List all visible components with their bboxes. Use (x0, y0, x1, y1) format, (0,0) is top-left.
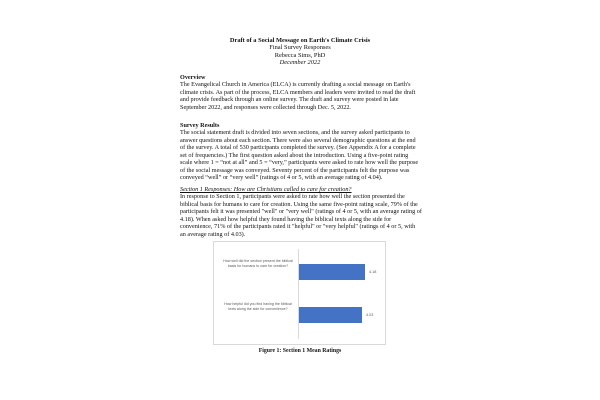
overview-body: The Evangelical Church in America (ELCA) is currently drafting a social message on Earth's climate crisis. As part of the process, ELCA members and leaders were invited to read the draft and provide feedback through an online survey. The draft and survey were posted in late September 2022, and responses were collected through Dec. 5, 2022. (180, 81, 416, 111)
survey-results-heading: Survey Results (180, 122, 220, 129)
overview-section (180, 74, 422, 111)
document-author: Rebecca Sims, PhD (274, 51, 326, 59)
chart-category-axis (298, 249, 299, 339)
document-date: December 2022 (279, 59, 321, 67)
document-header (150, 37, 450, 67)
survey-results-section (180, 122, 422, 182)
document-subtitle: Final Survey Responses (269, 44, 331, 52)
section1-body: In response to Section 1, participants were asked to rate how well the section presented the biblical basis for humans to care for creation. Using the same five-point rating scale, 79% of the participants felt it was presented "well" or "very well" (ratings of 4 or 5, with an average rating of 4.18). When asked how helpful they found having the biblical texts along the side for convenience, 71% of the participants rated it "helpful" or "very helpful" (ratings of 4 or 5, with an average rating of 4.03). (180, 193, 422, 238)
chart-category-label-2: How helpful did you find having the biblical texts along the side for convenience? (224, 302, 292, 311)
document-title: Draft of a Social Message on Earth's Climate Crisis (229, 37, 371, 44)
chart-value-label-2: 4.03 (366, 313, 374, 317)
chart-value-label-1: 4.18 (369, 270, 377, 274)
chart-category-label-1: How well did the section present the biblical basis for humans to care for creation? (223, 259, 293, 268)
figure-caption: Figure 1: Section 1 Mean Ratings (258, 348, 342, 354)
overview-heading: Overview (180, 74, 206, 81)
chart-bar-1 (299, 264, 365, 280)
section1-responses (180, 186, 422, 238)
section1-heading: Section 1 Responses: How are Christians called to care for creation? (180, 186, 352, 193)
section1-mean-ratings-chart (213, 241, 386, 345)
chart-bar-2 (299, 307, 362, 323)
survey-results-body: The social statement draft is divided into seven sections, and the survey asked participants to answer questions about each section. There were also several demographic questions at the end of the survey. A total of 530 participants completed the survey. (See Appendix A for a complete set of frequencies.) The first question asked about the introduction. Using a five-point rating scale where 1 = “not at all” and 5 = “very,” participants were asked to rate how well the purpose of the social message was conveyed. Seventy percent of the participants felt the purpose was conveyed “well” or “very well” (ratings of 4 or 5, with an average rating of 4.04). (180, 129, 419, 182)
